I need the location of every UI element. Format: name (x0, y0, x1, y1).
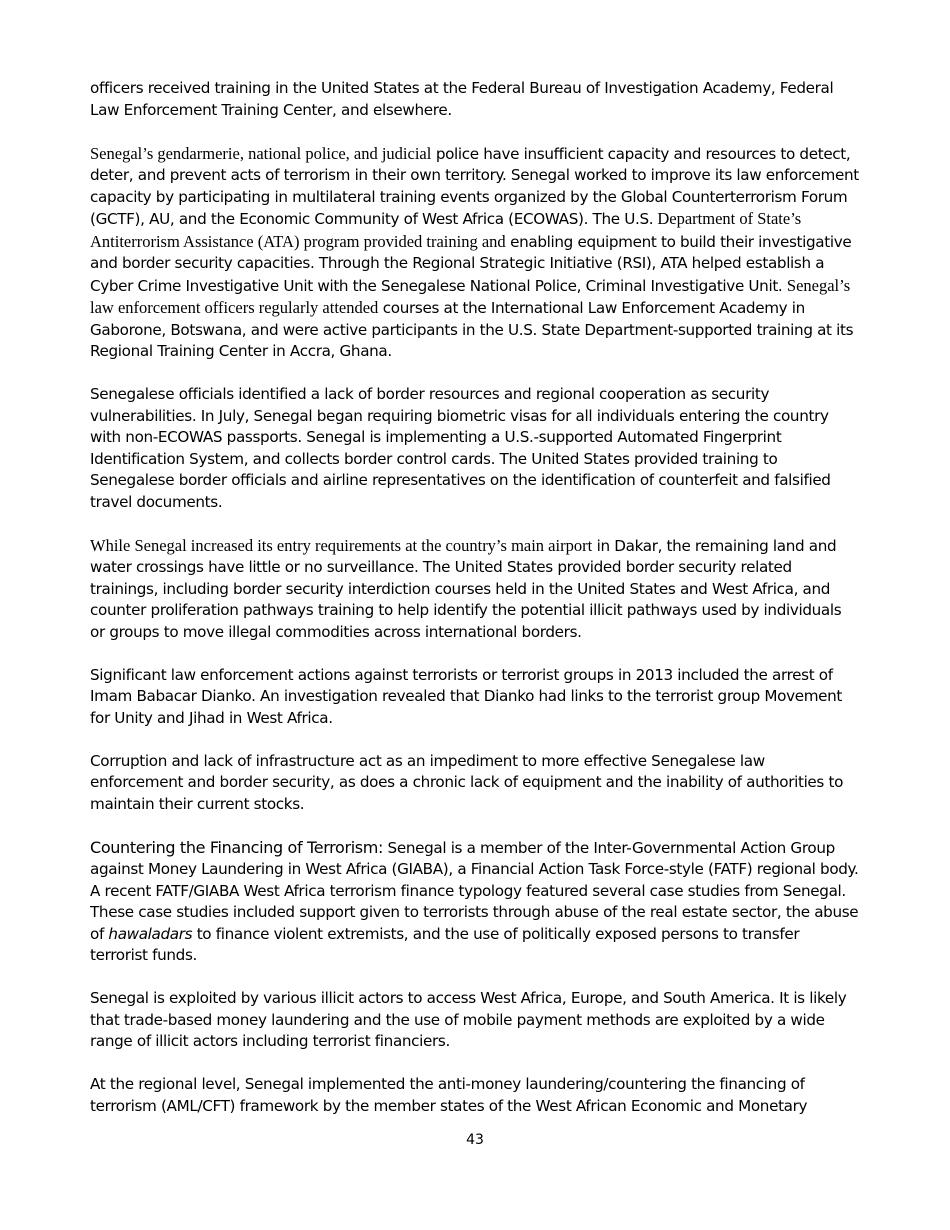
paragraph-text: Senegalese officials identified a lack of border resources and regional cooperation as security vulnerabilities. In July, Senegal began requiring biometric visas for all individuals entering the country with non-ECOWAS passports. Senegal is implementing a U.S.-supported Automated Fingerprint Identification System, and collects border control cards. The United States provided training to Senegalese border officials and airline representatives on the identification of counterfeit and falsified travel documents. (90, 385, 831, 511)
paragraph-training-continuation (90, 78, 860, 121)
paragraph-corruption (90, 751, 860, 816)
page-number: 43 (466, 1132, 484, 1148)
paragraph-regional-level (90, 1074, 860, 1117)
section-heading: Countering the Financing of Terrorism: (90, 837, 384, 857)
paragraph-text: officers received training in the United States at the Federal Bureau of Investigation Academy, Federal Law Enforcement Training Center, and elsewhere. (90, 79, 834, 119)
paragraph-text: police have insufficient capacity and resources to detect, deter, and prevent acts of terrorism in their own territory. Senegal worked to improve its law enforcement capacity by participating in multilateral training events organized by the Global Counterterrorism Forum (GCTF), AU, and the Economic Community of West Africa (ECOWAS). The U.S. (90, 144, 859, 228)
paragraph-text: in Dakar, the remaining land and water crossings have little or no surveillance. The United States provided border security related trainings, including border security interdiction courses held in the United States and West Africa, and counter proliferation pathways training to help identify the potential illicit pathways used by individuals or groups to move illegal commodities across international borders. (90, 536, 842, 641)
document-body (90, 78, 860, 1117)
paragraph-law-enforcement-actions (90, 665, 860, 730)
paragraph-text-serif: While Senegal increased its entry requirements at the country’s main airport (90, 535, 593, 555)
paragraph-text: Senegal is exploited by various illicit actors to access West Africa, Europe, and South America. It is likely that trade-based money laundering and the use of mobile payment methods are exploited by a wide range of illicit actors including terrorist financiers. (90, 989, 847, 1050)
paragraph-italic-term: hawaladars (108, 924, 193, 943)
paragraph-text: enabling equipment to build their investigative and border security capacities. Through the Regional Strategic Initiative (RSI), ATA helped establish a Cyber Crime Investigative Unit with the Senegalese National Police, Criminal Investigative Unit. (90, 232, 852, 295)
paragraph-law-enforcement-capacity (90, 143, 860, 363)
paragraph-border-resources (90, 384, 860, 513)
paragraph-text: Significant law enforcement actions against terrorists or terrorist groups in 2013 included the arrest of Imam Babacar Dianko. An investigation revealed that Dianko had links to the terrorist group Movement for Unity and Jihad in West Africa. (90, 665, 843, 727)
paragraph-text: courses at the International Law Enforcement Academy in Gaborone, Botswana, and were active participants in the U.S. State Department-supported training at its Regional Training Center in Accra, Ghana. (90, 299, 854, 360)
paragraph-text-serif: Senegal’s law enforcement officers regularly attended (90, 275, 851, 317)
paragraph-text: to finance violent extremists, and the use of politically exposed persons to transfer terrorist funds. (90, 924, 800, 964)
paragraph-illicit-actors (90, 988, 860, 1053)
paragraph-text-serif: Department of State’s Antiterrorism Assistance (ATA) program provided training and (90, 209, 802, 251)
paragraph-countering-financing (90, 837, 860, 967)
paragraph-text: Senegal is a member of the Inter-Governmental Action Group against Money Laundering in West Africa (GIABA), a Financial Action Task Force-style (FATF) regional body. A recent FATF/GIABA West Africa terrorism finance typology featured several case studies from Senegal. These case studies included support given to terrorists through abuse of the real estate sector, the abuse of (90, 838, 859, 943)
paragraph-entry-requirements (90, 535, 860, 644)
paragraph-text-serif: Senegal’s gendarmerie, national police, and judicial (90, 143, 432, 163)
paragraph-text: Corruption and lack of infrastructure act as an impediment to more effective Senegalese law enforcement and border security, as does a chronic lack of equipment and the inability of authorities to maintain their current stocks. (90, 751, 844, 813)
paragraph-text: At the regional level, Senegal implemented the anti-money laundering/countering the financing of terrorism (AML/CFT) framework by the member states of the West African Economic and Monetary (90, 1075, 808, 1115)
